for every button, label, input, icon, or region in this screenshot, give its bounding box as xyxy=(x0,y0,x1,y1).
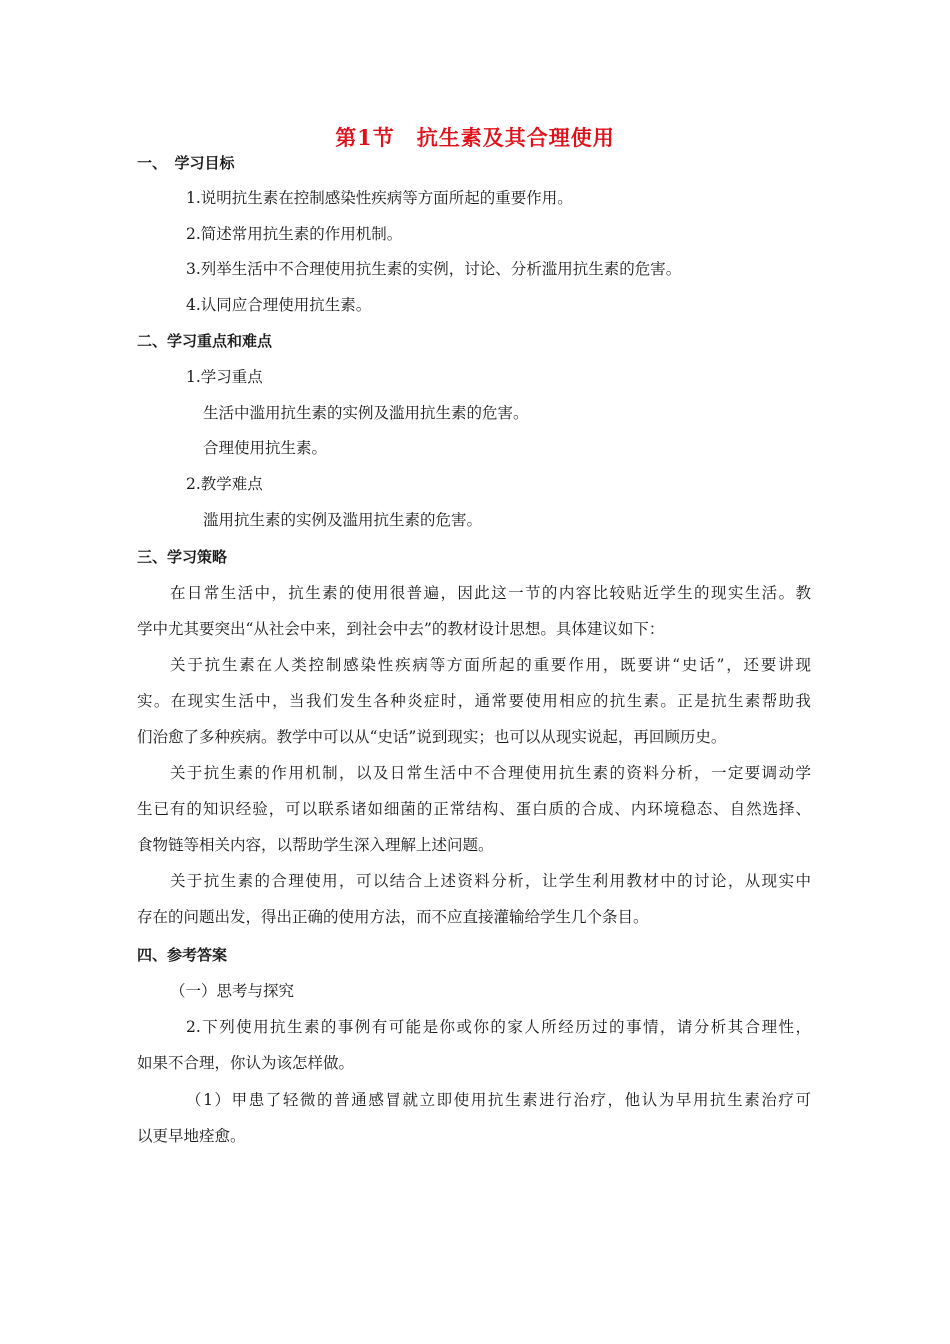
section-heading-goals: 一、 学习目标 xyxy=(137,154,235,172)
goal-item: 1.说明抗生素在控制感染性疾病等方面所起的重要作用。 xyxy=(186,189,573,207)
paragraph-line: 关于抗生素的合理使用，可以结合上述资料分析，让学生利用教材中的讨论，从现实中 xyxy=(170,872,811,890)
subheading-key: 1.学习重点 xyxy=(186,368,263,386)
paragraph-line: 以更早地痊愈。 xyxy=(137,1127,246,1145)
paragraph-line: 食物链等相关内容，以帮助学生深入理解上述问题。 xyxy=(137,836,494,854)
paragraph-line: 滥用抗生素的实例及滥用抗生素的危害。 xyxy=(203,511,483,529)
goal-item: 2.简述常用抗生素的作用机制。 xyxy=(186,225,403,243)
paragraph-line: 生已有的知识经验，可以联系诸如细菌的正常结构、蛋白质的合成、内环境稳态、自然选择、 xyxy=(137,800,811,818)
paragraph-line: 关于抗生素在人类控制感染性疾病等方面所起的重要作用，既要讲“史话”，还要讲现 xyxy=(170,656,811,674)
section-heading-strategy: 三、学习策略 xyxy=(137,548,228,566)
paragraph-line: 关于抗生素的作用机制，以及日常生活中不合理使用抗生素的资料分析，一定要调动学 xyxy=(170,764,811,782)
paragraph-line: 们治愈了多种疾病。教学中可以从“史话”说到现实；也可以从现实说起，再回顾历史。 xyxy=(137,728,727,746)
paragraph-line: 在日常生活中，抗生素的使用很普遍，因此这一节的内容比较贴近学生的现实生活。教 xyxy=(170,584,811,602)
paragraph-line: 生活中滥用抗生素的实例及滥用抗生素的危害。 xyxy=(203,404,529,422)
paragraph-line: 合理使用抗生素。 xyxy=(203,439,328,457)
goal-item: 3.列举生活中不合理使用抗生素的实例，讨论、分析滥用抗生素的危害。 xyxy=(186,260,682,278)
paragraph-line: （1）甲患了轻微的普通感冒就立即使用抗生素进行治疗，他认为早用抗生素治疗可 xyxy=(186,1091,811,1109)
subheading-difficulty: 2.教学难点 xyxy=(186,475,263,493)
paragraph-line: 2.下列使用抗生素的事例有可能是你或你的家人所经历过的事情，请分析其合理性， xyxy=(186,1018,811,1036)
document-title: 第1节 抗生素及其合理使用 xyxy=(335,125,615,150)
goal-item: 4.认同应合理使用抗生素。 xyxy=(186,296,372,314)
paragraph-line: 存在的问题出发，得出正确的使用方法，而不应直接灌输给学生几个条目。 xyxy=(137,908,649,926)
section-heading-key-points: 二、学习重点和难点 xyxy=(137,332,273,350)
paragraph-line: 如果不合理，你认为该怎样做。 xyxy=(137,1054,355,1072)
section-heading-answers: 四、参考答案 xyxy=(137,946,228,964)
paragraph-line: 实。在现实生活中，当我们发生各种炎症时，通常要使用相应的抗生素。正是抗生素帮助我 xyxy=(137,692,811,710)
paragraph-line: 学中尤其要突出“从社会中来，到社会中去”的教材设计思想。具体建议如下： xyxy=(137,620,665,638)
subheading-think-explore: （一）思考与探究 xyxy=(170,982,295,1000)
